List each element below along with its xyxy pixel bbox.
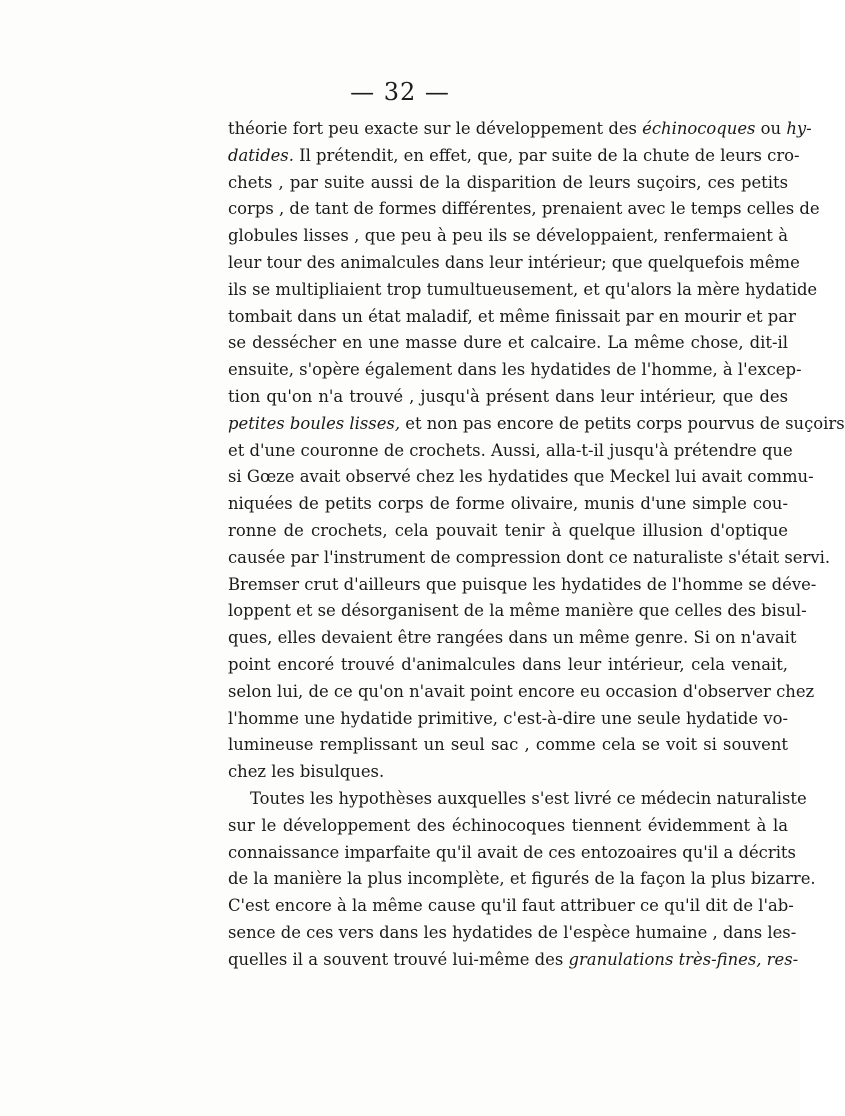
text-run: tombait dans un état maladif, et même finissait par en mourir et par xyxy=(228,306,796,326)
text-run: Il prétendit, en effet, que, par suite de la chute de leurs cro- xyxy=(293,145,800,165)
text-run: hy- xyxy=(786,119,812,138)
text-line xyxy=(228,572,817,599)
text-line xyxy=(228,330,788,357)
text-line xyxy=(228,652,788,679)
text-line xyxy=(228,679,815,706)
text-run: ou xyxy=(755,119,787,138)
text-line xyxy=(228,786,807,813)
text-run: leur tour des animalcules dans leur intérieur; que quelquefois même xyxy=(228,252,800,272)
text-run: corps , de tant de formes différentes, prenaient avec le temps celles de xyxy=(228,199,820,219)
text-run: petites boules lisses, xyxy=(228,413,401,433)
text-run: connaissance imparfaite qu'il avait de ces entozoaires qu'il a décrits xyxy=(228,842,796,862)
text-line xyxy=(228,277,818,304)
text-run: sur le développement des échinocoques tiennent évidemment à la xyxy=(228,815,788,835)
text-run: ques, elles devaient être rangées dans un même genre. Si on n'avait xyxy=(228,628,797,648)
text-run: selon lui, de ce qu'on n'avait point encore eu occasion d'observer chez xyxy=(228,681,815,701)
text-run: de la manière la plus incomplète, et figurés de la façon la plus bizarre. xyxy=(228,869,816,889)
paragraph xyxy=(228,116,845,786)
text-line xyxy=(228,196,820,223)
paragraph xyxy=(228,786,816,974)
text-run: ensuite, s'opère également dans les hydatides de l'homme, à l'excep- xyxy=(228,360,802,380)
text-line xyxy=(228,304,796,331)
text-line xyxy=(228,491,788,518)
text-run: si Gœze avait observé chez les hydatides que Meckel lui avait commu- xyxy=(228,467,814,487)
page-number: — 32 — xyxy=(350,78,450,106)
text-run: point encoré trouvé d'animalcules dans leur intérieur, cela venait, xyxy=(228,654,788,674)
text-line xyxy=(228,893,794,920)
text-line xyxy=(228,947,799,974)
text-line xyxy=(228,840,796,867)
text-run: C'est encore à la même cause qu'il faut attribuer ce qu'il dit de l'ab- xyxy=(228,896,794,916)
text-line xyxy=(228,920,797,947)
text-line xyxy=(228,170,788,197)
text-run: globules lisses , que peu à peu ils se développaient, renfermaient à xyxy=(228,226,788,246)
text-line xyxy=(228,384,788,411)
text-line xyxy=(228,250,800,277)
text-run: échinocoques xyxy=(642,119,756,138)
text-line xyxy=(228,464,814,491)
text-run: granulations très-fines, res- xyxy=(568,949,799,969)
text-line xyxy=(228,223,788,250)
text-run: chets , par suite aussi de la disparition de leurs suçoirs, ces petits xyxy=(228,172,788,192)
text-run: Toutes les hypothèses auxquelles s'est livré ce médecin naturaliste xyxy=(250,788,807,808)
text-run: datides. xyxy=(228,145,294,165)
text-line xyxy=(228,706,788,733)
body-text xyxy=(228,116,845,974)
text-run: lumineuse remplissant un seul sac , comme cela se voit si souvent xyxy=(228,735,788,755)
text-line xyxy=(228,759,788,786)
text-line xyxy=(228,598,807,625)
text-line xyxy=(228,545,831,572)
text-line xyxy=(228,116,812,143)
text-line xyxy=(228,411,845,438)
text-run: causée par l'instrument de compression dont ce naturaliste s'était servi. xyxy=(228,547,831,567)
text-run: quelles il a souvent trouvé lui-même des xyxy=(228,949,569,969)
text-line xyxy=(228,357,802,384)
text-run: Bremser crut d'ailleurs que puisque les hydatides de l'homme se déve- xyxy=(228,574,817,594)
text-run: se dessécher en une masse dure et calcaire. La même chose, dit-il xyxy=(228,333,788,353)
text-run: chez les bisulques. xyxy=(228,762,385,782)
text-run: ils se multipliaient trop tumultueusement, et qu'alors la mère hydatide xyxy=(228,279,818,299)
text-run: loppent et se désorganisent de la même manière que celles des bisul- xyxy=(228,601,807,621)
text-run: théorie fort peu exacte sur le développement des xyxy=(228,119,643,138)
text-line xyxy=(228,518,788,545)
text-line xyxy=(228,813,788,840)
text-run: et non pas encore de petits corps pourvus de suçoirs xyxy=(400,413,845,433)
text-run: ronne de crochets, cela pouvait tenir à quelque illusion d'optique xyxy=(228,520,788,540)
text-line xyxy=(228,625,797,652)
text-run: et d'une couronne de crochets. Aussi, alla-t-il jusqu'à prétendre que xyxy=(228,440,793,460)
text-run: niquées de petits corps de forme olivaire, munis d'une simple cou- xyxy=(228,494,788,514)
text-run: tion qu'on n'a trouvé , jusqu'à présent dans leur intérieur, que des xyxy=(228,386,788,406)
text-line xyxy=(228,438,793,465)
text-line xyxy=(228,143,800,170)
text-line xyxy=(228,732,788,759)
text-line xyxy=(228,866,816,893)
text-run: sence de ces vers dans les hydatides de l'espèce humaine , dans les- xyxy=(228,922,797,942)
text-run: l'homme une hydatide primitive, c'est-à-dire une seule hydatide vo- xyxy=(228,708,788,728)
